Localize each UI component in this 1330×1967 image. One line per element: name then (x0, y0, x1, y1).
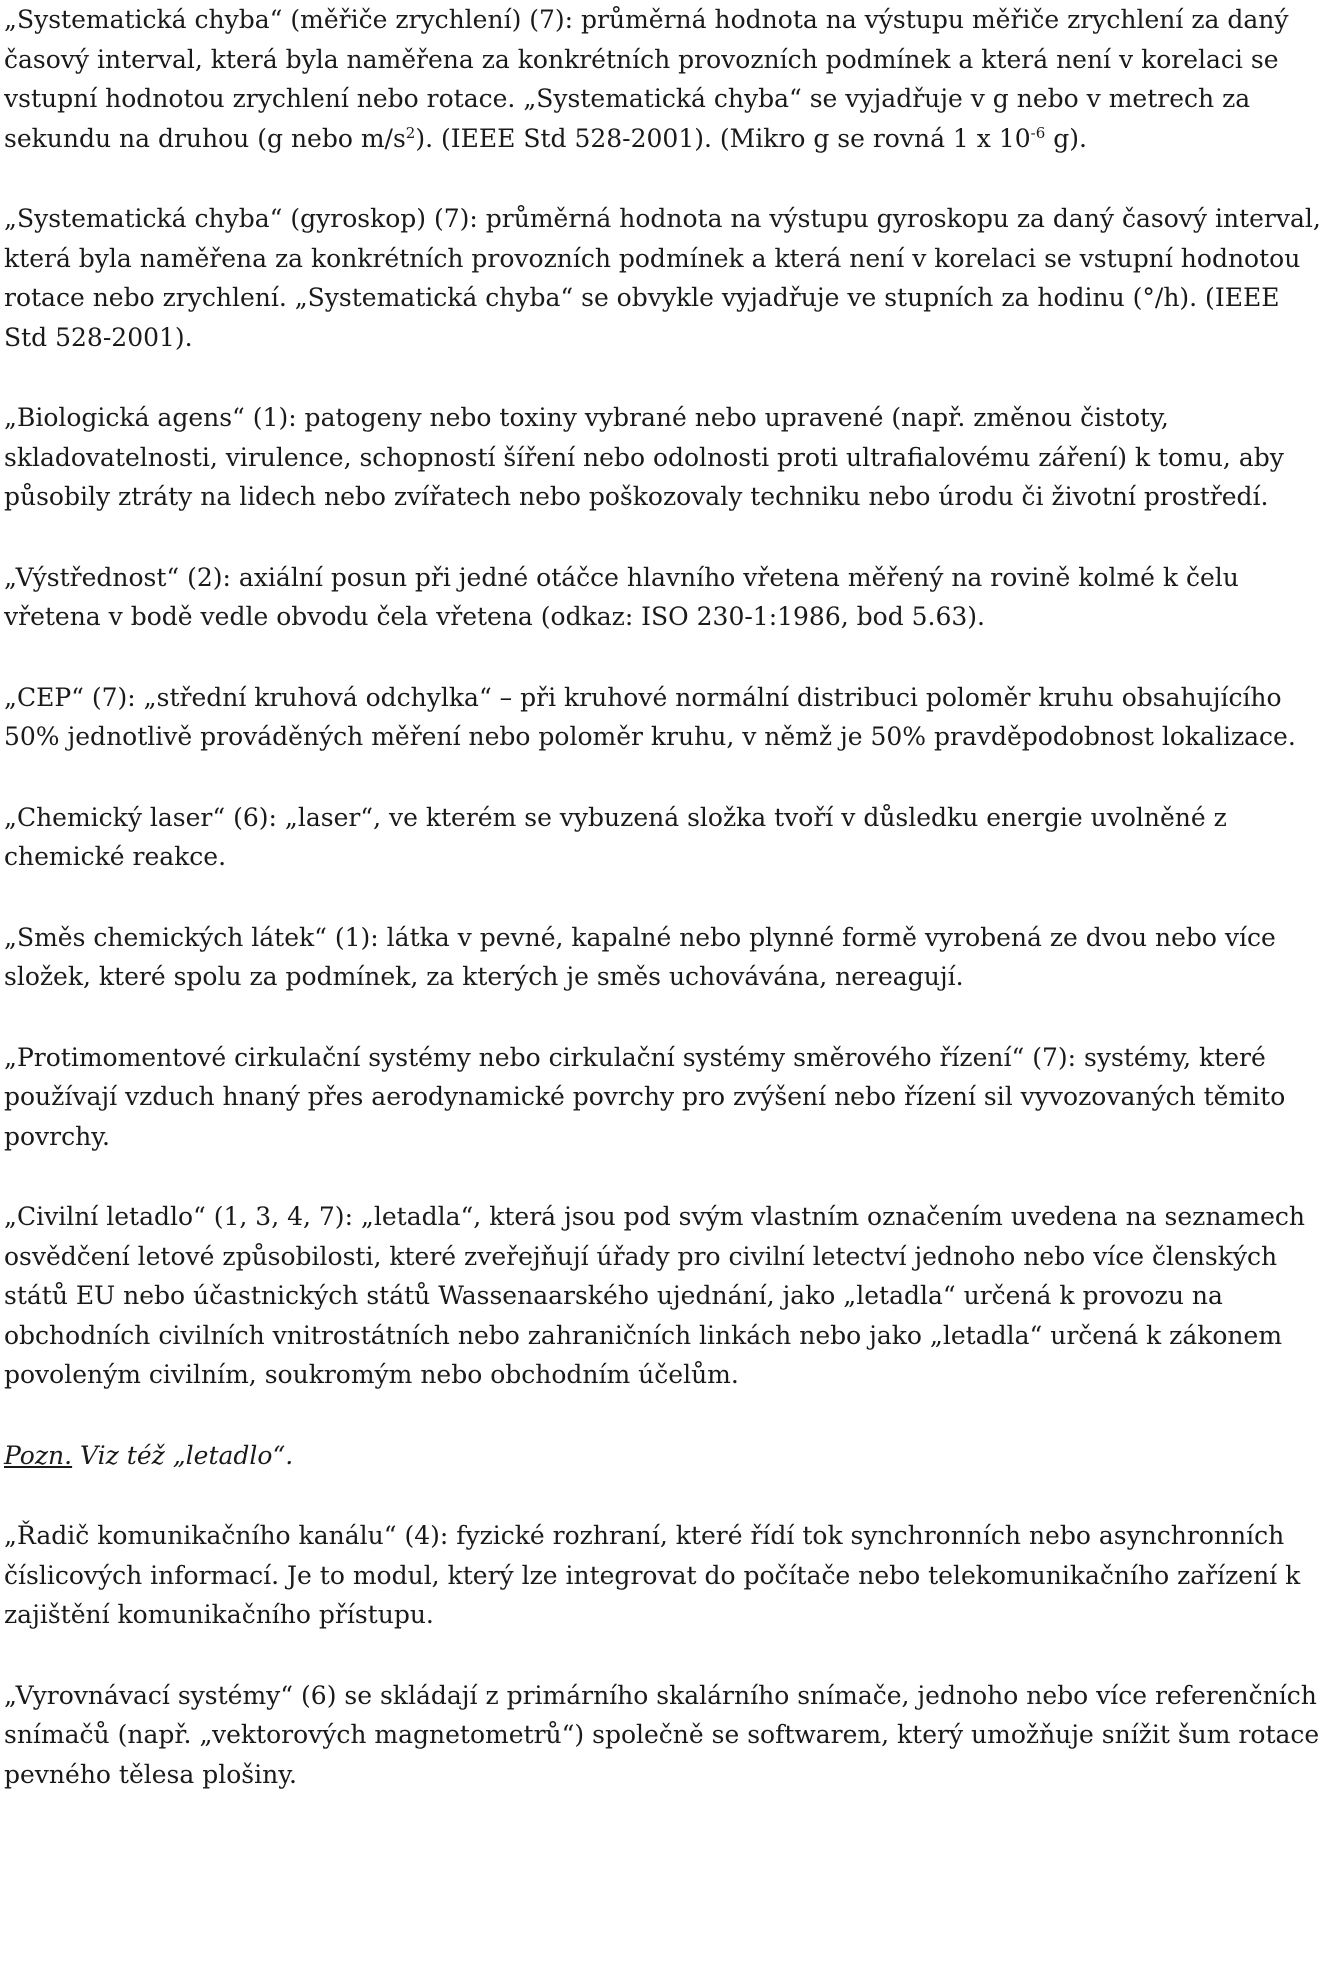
definition-compensation-systems: „Vyrovnávací systémy“ (6) se skládají z primárního skalárního snímače, jednoho nebo více referenčních snímačů (např. „vektorových magnetometrů“) společně se softwarem, který umožňuje snížit šum rotace pevného tělesa plošiny. (4, 1680, 1320, 1789)
note-text: Viz též „letadlo“. (72, 1440, 294, 1470)
definition-text-part: ). (IEEE Std 528-2001). (Mikro g se rovná 1 x 10 (415, 123, 1031, 153)
definition-text-part: „Systematická chyba“ (měřiče zrychlení) (7): průměrná hodnota na výstupu měřiče zrychlení za daný časový interval, která byla naměřena za konkrétních provozních podmínek a která není v korelaci se vstupní hodnotou zrychlení nebo rotace. „Systematická chyba“ se vyjadřuje v g nebo v metrech za sekundu na druhou (g nebo m/s (4, 5, 1289, 153)
superscript-exponent: -6 (1030, 123, 1046, 142)
definition-camming: „Výstřednost“ (2): axiální posun při jedné otáčce hlavního vřetena měřený na rovině kolmé k čelu vřetena v bodě vedle obvodu čela vřetena (odkaz: ISO 230-1:1986, bod 5.63). (4, 562, 1239, 631)
definition-bias-accelerometer (4, 0, 1324, 158)
definition-biological-agents: „Biologická agens“ (1): patogeny nebo toxiny vybrané nebo upravené (např. změnou čistoty, skladovatelnosti, virulence, schopností šíření nebo odolnosti proti ultrafialovému záření) k tomu, aby působily ztráty na lidech nebo zvířatech nebo poškozovaly techniku nebo úrodu či životní prostředí. (4, 403, 1284, 511)
definition-chemical-laser: „Chemický laser“ (6): „laser“, ve kterém se vybuzená složka tvoří v důsledku energie uvolněné z chemické reakce. (4, 802, 1227, 871)
definition-civil-aircraft: „Civilní letadlo“ (1, 3, 4, 7): „letadla“, která jsou pod svým vlastním označením uvedena na seznamech osvědčení letové způsobilosti, které zveřejňují úřady pro civilní letectví jednoho nebo více členských států EU nebo účastnických států Wassenaarského ujednání, jako „letadla“ určená k provozu na obchodních civilních vnitrostátních nebo zahraničních linkách nebo jako „letadla“ určená k zákonem povoleným civilním, soukromým nebo obchodním účelům. (4, 1202, 1305, 1389)
definition-circulation-control: „Protimomentové cirkulační systémy nebo cirkulační systémy směrového řízení“ (7): systémy, které používají vzduch hnaný přes aerodynamické povrchy pro zvýšení nebo řízení sil vyvozovaných těmito povrchy. (4, 1042, 1286, 1151)
definition-chemical-mixture: „Směs chemických látek“ (1): látka v pevné, kapalné nebo plynné formě vyrobená ze dvou nebo více složek, které spolu za podmínek, za kterých je směs uchovávána, nereagují. (4, 922, 1276, 991)
definition-cep: „CEP“ (7): „střední kruhová odchylka“ – při kruhové normální distribuci poloměr kruhu obsahujícího 50% jednotlivě prováděných měření nebo poloměr kruhu, v němž je 50% pravděpodobnost lokalizace. (4, 682, 1296, 751)
note-label: Pozn. (4, 1440, 73, 1470)
definition-text-part: g). (1045, 123, 1087, 153)
note-see-also (4, 1436, 1324, 1476)
definition-communication-channel-controller: „Řadič komunikačního kanálu“ (4): fyzické rozhraní, které řídí tok synchronních nebo asynchronních číslicových informací. Je to modul, který lze integrovat do počítače nebo telekomunikačního zařízení k zajištění komunikačního přístupu. (4, 1521, 1301, 1629)
definition-bias-gyro: „Systematická chyba“ (gyroskop) (7): průměrná hodnota na výstupu gyroskopu za daný časový interval, která byla naměřena za konkrétních provozních podmínek a která není v korelaci se vstupní hodnotou rotace nebo zrychlení. „Systematická chyba“ se obvykle vyjadřuje ve stupních za hodinu (°/h). (IEEE Std 528-2001). (4, 204, 1321, 352)
superscript-exponent: 2 (405, 123, 416, 142)
